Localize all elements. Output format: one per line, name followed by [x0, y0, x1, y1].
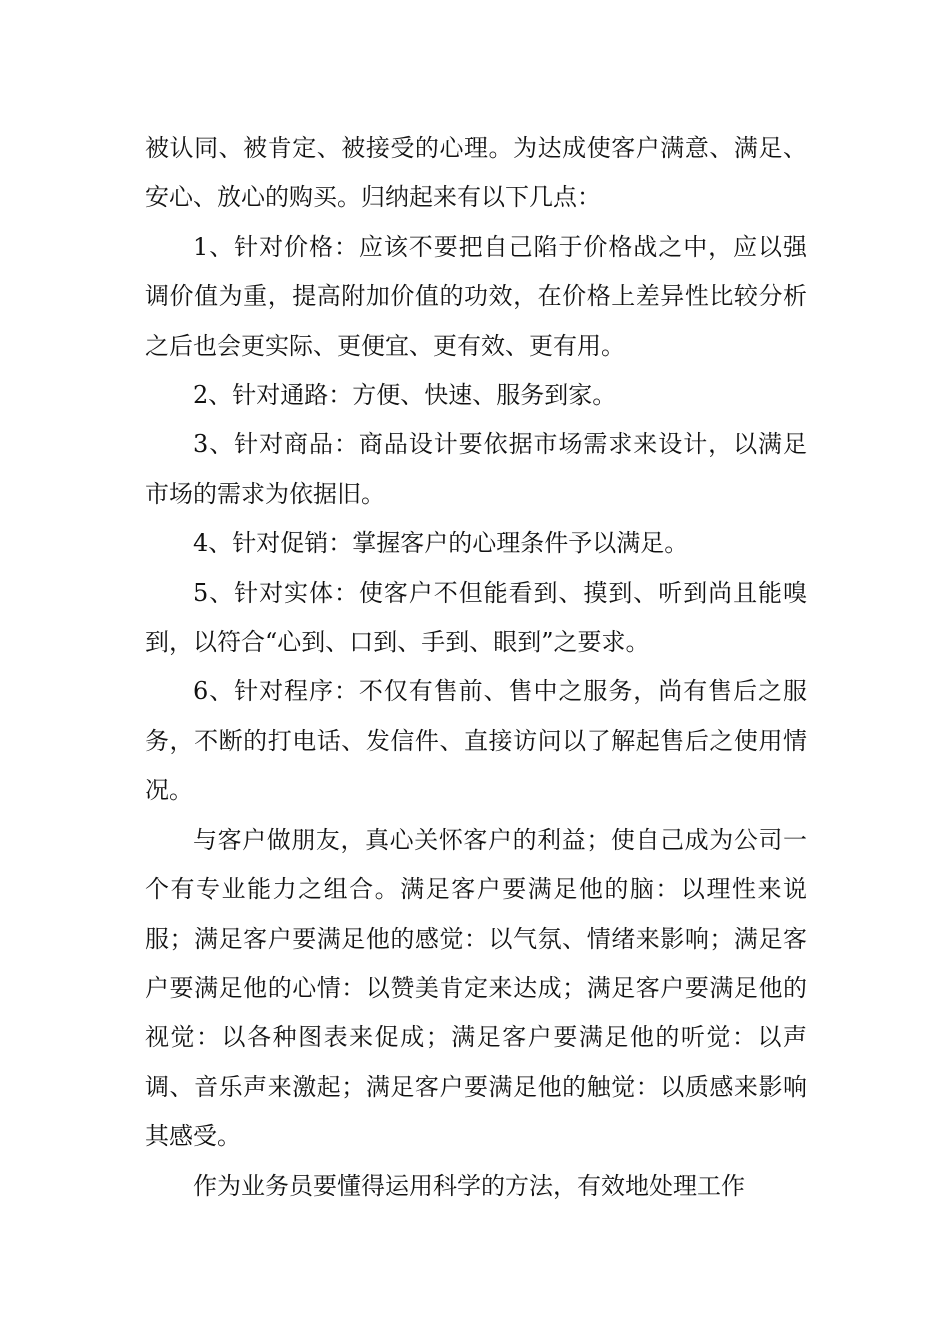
paragraph-physical: 5、针对实体：使客户不但能看到、摸到、听到尚且能嗅到，以符合“心到、口到、手到、眼到”之要求。	[145, 578, 807, 657]
document-page	[145, 124, 807, 1211]
paragraph-promotion: 4、针对促销：掌握客户的心理条件予以满足。	[193, 529, 689, 558]
paragraph-process: 6、针对程序：不仅有售前、售中之服务，尚有售后之服务，不断的打电话、发信件、直接访问以了解起售后之使用情况。	[145, 677, 807, 805]
paragraph-price: 1、针对价格：应该不要把自己陷于价格战之中，应以强调价值为重，提高附加价值的功效，在价格上差异性比较分析之后也会更实际、更便宜、更有效、更有用。	[145, 232, 807, 360]
paragraph-product: 3、针对商品：商品设计要依据市场需求来设计，以满足市场的需求为依据旧。	[145, 430, 807, 508]
paragraph-intro: 被认同、被肯定、被接受的心理。为达成使客户满意、满足、安心、放心的购买。归纳起来有以下几点：	[145, 134, 807, 212]
paragraph-friendship: 与客户做朋友，真心关怀客户的利益；使自己成为公司一个有专业能力之组合。满足客户要满足他的脑：以理性来说服；满足客户要满足他的感觉：以气氛、情绪来影响；满足客户要满足他的心情：以赞美肯定来达成；满足客户要满足他的视觉：以各种图表来促成；满足客户要满足他的听觉：以声调、音乐声来激起；满足客户要满足他的触觉：以质感来影响其感受。	[145, 825, 807, 1151]
paragraph-channel: 2、针对通路：方便、快速、服务到家。	[193, 381, 617, 410]
paragraph-salesman: 作为业务员要懂得运用科学的方法，有效地处理工作	[193, 1171, 745, 1200]
